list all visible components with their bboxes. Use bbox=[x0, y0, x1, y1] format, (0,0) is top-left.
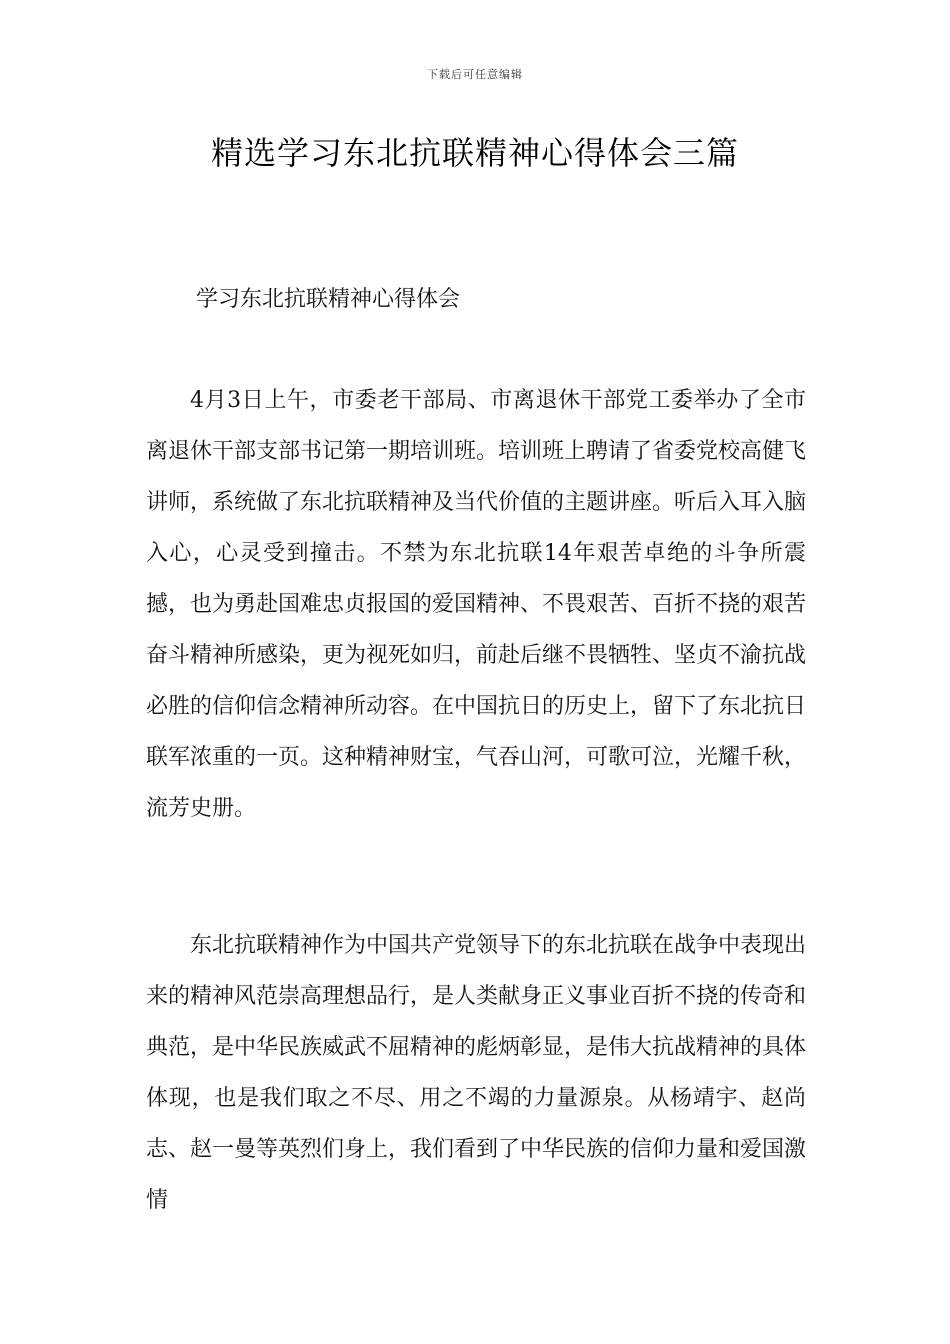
body-paragraph: 4月3日上午，市委老干部局、市离退休干部党工委举办了全市离退休干部支部书记第一期培训班。培训班上聘请了省委党校高健飞讲师，系统做了东北抗联精神及当代价值的主题讲座。听后入耳入脑入心，心灵受到撞击。不禁为东北抗联14年艰苦卓绝的斗争所震撼，也为勇赴国难忠贞报国的爱国精神、不畏艰苦、百折不挠的艰苦奋斗精神所感染，更为视死如归，前赴后继不畏牺牲、坚贞不渝抗战必胜的信仰信念精神所动容。在中国抗日的历史上，留下了东北抗日联军浓重的一页。这种精神财宝，气吞山河，可歌可泣，光耀千秋，流芳史册。 bbox=[146, 388, 807, 821]
body-paragraph: 东北抗联精神作为中国共产党领导下的东北抗联在战争中表现出来的精神风范崇高理想品行，是人类献身正义事业百折不挠的传奇和典范，是中华民族威武不屈精神的彪炳彰显，是伟大抗战精神的具体体现，也是我们取之不尽、用之不竭的力量源泉。从杨靖宇、赵尚志、赵一曼等英烈们身上，我们看到了中华民族的信仰力量和爱国激情 bbox=[146, 933, 807, 1213]
document-title: 精选学习东北抗联精神心得体会三篇 bbox=[210, 134, 739, 172]
header-note: 下载后可任意编辑 bbox=[427, 68, 523, 81]
section-heading: 学习东北抗联精神心得体会 bbox=[196, 287, 461, 312]
